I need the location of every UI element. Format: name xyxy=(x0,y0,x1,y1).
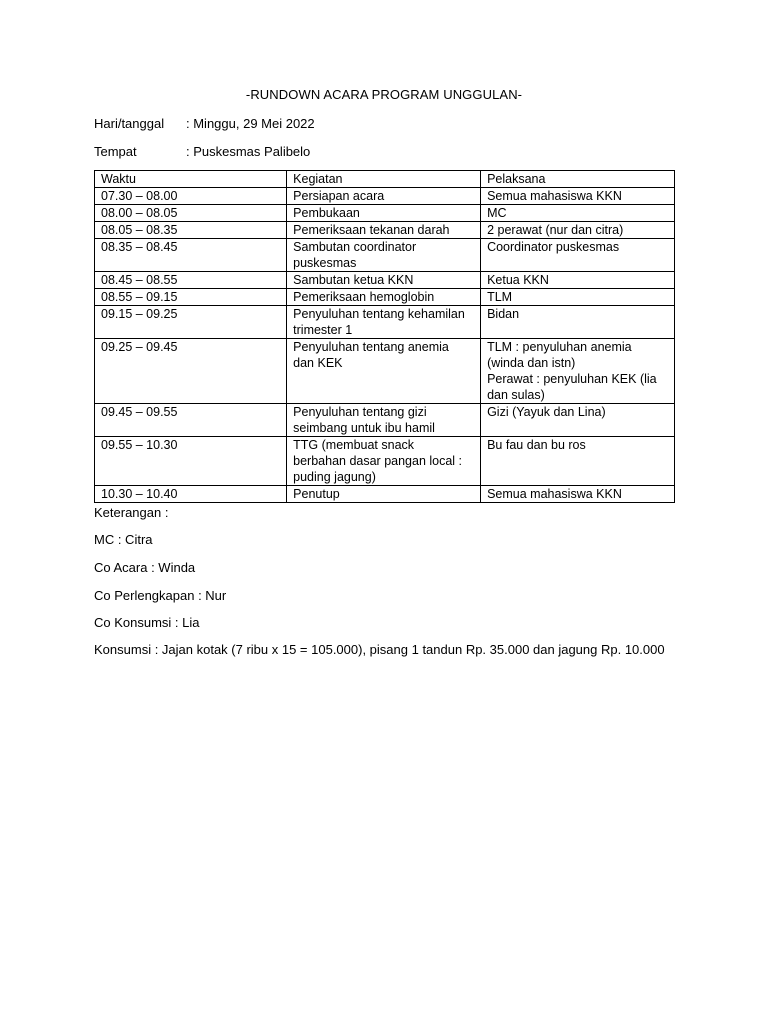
time-cell xyxy=(95,239,287,272)
document-title: -RUNDOWN ACARA PROGRAM UNGGULAN- xyxy=(245,87,523,102)
time-cell xyxy=(95,289,287,306)
activity-cell xyxy=(287,239,481,272)
cell-text: Penyuluhan tentang anemia xyxy=(293,340,449,354)
cell-text: Ketua KKN xyxy=(487,273,549,287)
cell-text: Semua mahasiswa KKN xyxy=(487,487,622,501)
cell-text: berbahan dasar pangan local : xyxy=(293,454,463,468)
date-label: Hari/tanggal xyxy=(94,116,165,131)
place-row xyxy=(94,144,310,159)
time-cell xyxy=(95,272,287,289)
executor-cell xyxy=(481,222,675,239)
activity-cell xyxy=(287,222,481,239)
cell-text: 09.45 – 09.55 xyxy=(101,405,178,419)
cell-text: puding jagung) xyxy=(293,470,376,484)
executor-cell xyxy=(481,289,675,306)
cell-text: 08.00 – 08.05 xyxy=(101,206,178,220)
cell-text: Bidan xyxy=(487,307,520,321)
table-row xyxy=(95,339,675,404)
activity-cell xyxy=(287,205,481,222)
table-header-row xyxy=(95,171,675,188)
table-row xyxy=(95,289,675,306)
place-value: : Puskesmas Palibelo xyxy=(186,144,311,159)
activity-cell xyxy=(287,404,481,437)
note-konsumsi: Konsumsi : Jajan kotak (7 ribu x 15 = 105.000), pisang 1 tandun Rp. 35.000 dan jagung Rp. 10.000 xyxy=(94,642,665,657)
table-row xyxy=(95,437,675,486)
note-co-konsumsi: Co Konsumsi : Lia xyxy=(94,615,200,630)
executor-cell xyxy=(481,239,675,272)
cell-text: Sambutan coordinator xyxy=(293,240,417,254)
note-co-perlengkapan: Co Perlengkapan : Nur xyxy=(94,588,227,603)
cell-text: Pemeriksaan hemoglobin xyxy=(293,290,435,304)
cell-text: 08.35 – 08.45 xyxy=(101,240,178,254)
activity-cell xyxy=(287,339,481,404)
executor-cell xyxy=(481,339,675,404)
date-value: : Minggu, 29 Mei 2022 xyxy=(186,116,315,131)
time-cell xyxy=(95,437,287,486)
cell-text: Perawat : penyuluhan KEK (lia xyxy=(487,372,657,386)
table-row xyxy=(95,205,675,222)
cell-text: Bu fau dan bu ros xyxy=(487,438,586,452)
table-row xyxy=(95,306,675,339)
cell-text: Penutup xyxy=(293,487,340,501)
cell-text: dan sulas) xyxy=(487,388,545,402)
table-row xyxy=(95,272,675,289)
cell-text: Pembukaan xyxy=(293,206,360,220)
cell-text: trimester 1 xyxy=(293,323,353,337)
time-cell xyxy=(95,222,287,239)
table-row xyxy=(95,239,675,272)
header-kegiatan: Kegiatan xyxy=(287,171,481,188)
cell-text: (winda dan istn) xyxy=(487,356,576,370)
header-waktu: Waktu xyxy=(95,171,287,188)
rundown-table xyxy=(94,170,675,503)
time-cell xyxy=(95,486,287,503)
table-row xyxy=(95,486,675,503)
cell-text: Pemeriksaan tekanan darah xyxy=(293,223,450,237)
time-cell xyxy=(95,404,287,437)
executor-cell xyxy=(481,188,675,205)
cell-text: Penyuluhan tentang kehamilan xyxy=(293,307,465,321)
place-label: Tempat xyxy=(94,144,137,159)
cell-text: 08.05 – 08.35 xyxy=(101,223,178,237)
executor-cell xyxy=(481,404,675,437)
note-mc: MC : Citra xyxy=(94,532,153,547)
activity-cell xyxy=(287,188,481,205)
time-cell xyxy=(95,339,287,404)
cell-text: TLM xyxy=(487,290,513,304)
executor-cell xyxy=(481,205,675,222)
time-cell xyxy=(95,306,287,339)
cell-text: Semua mahasiswa KKN xyxy=(487,189,622,203)
table-row xyxy=(95,188,675,205)
header-pelaksana: Pelaksana xyxy=(481,171,675,188)
cell-text: TLM : penyuluhan anemia xyxy=(487,340,632,354)
cell-text: 08.55 – 09.15 xyxy=(101,290,178,304)
cell-text: dan KEK xyxy=(293,356,343,370)
time-cell xyxy=(95,188,287,205)
cell-text: puskesmas xyxy=(293,256,357,270)
cell-text: TTG (membuat snack xyxy=(293,438,415,452)
table-row xyxy=(95,222,675,239)
cell-text: Persiapan acara xyxy=(293,189,385,203)
cell-text: 09.15 – 09.25 xyxy=(101,307,178,321)
notes-heading: Keterangan : xyxy=(94,505,169,520)
cell-text: 07.30 – 08.00 xyxy=(101,189,178,203)
executor-cell xyxy=(481,306,675,339)
cell-text: 2 perawat (nur dan citra) xyxy=(487,223,624,237)
executor-cell xyxy=(481,437,675,486)
date-row xyxy=(94,116,315,131)
time-cell xyxy=(95,205,287,222)
cell-text: Sambutan ketua KKN xyxy=(293,273,414,287)
cell-text: 09.55 – 10.30 xyxy=(101,438,178,452)
cell-text: Gizi (Yayuk dan Lina) xyxy=(487,405,606,419)
cell-text: seimbang untuk ibu hamil xyxy=(293,421,435,435)
cell-text: 09.25 – 09.45 xyxy=(101,340,178,354)
table-row xyxy=(95,404,675,437)
cell-text: Coordinator puskesmas xyxy=(487,240,620,254)
executor-cell xyxy=(481,272,675,289)
activity-cell xyxy=(287,289,481,306)
activity-cell xyxy=(287,437,481,486)
note-co-acara: Co Acara : Winda xyxy=(94,560,196,575)
activity-cell xyxy=(287,272,481,289)
activity-cell xyxy=(287,486,481,503)
activity-cell xyxy=(287,306,481,339)
executor-cell xyxy=(481,486,675,503)
cell-text: 10.30 – 10.40 xyxy=(101,487,178,501)
cell-text: 08.45 – 08.55 xyxy=(101,273,178,287)
cell-text: Penyuluhan tentang gizi xyxy=(293,405,427,419)
cell-text: MC xyxy=(487,206,507,220)
